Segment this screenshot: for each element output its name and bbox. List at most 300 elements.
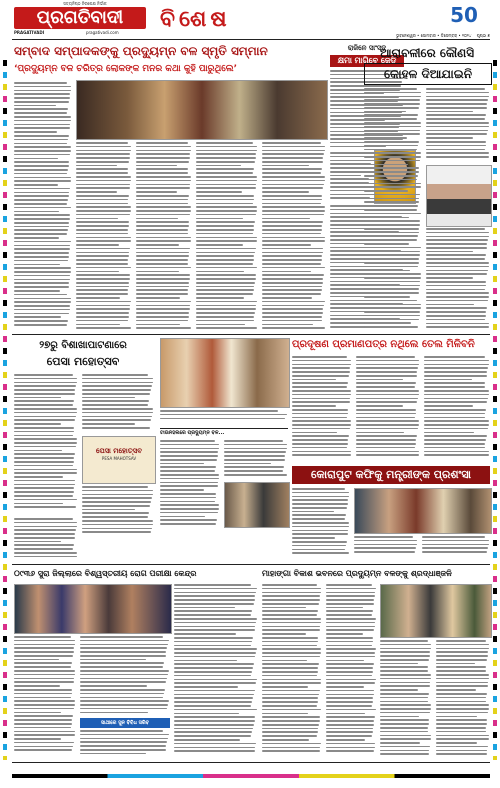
text-line (136, 199, 188, 201)
text-line (76, 172, 128, 174)
text-line (292, 514, 346, 516)
text-line (14, 97, 70, 99)
text-line (326, 607, 363, 609)
text-line (424, 390, 489, 392)
text-line (364, 285, 420, 287)
text-line (82, 400, 149, 402)
text-line (76, 267, 131, 269)
text-line (436, 750, 487, 752)
text-line (196, 153, 256, 155)
text-line (326, 739, 365, 741)
text-line (364, 270, 410, 272)
text-line (196, 278, 256, 280)
main-story-col-5 (262, 142, 326, 332)
text-line (426, 111, 473, 113)
text-line (326, 592, 375, 594)
text-line (354, 551, 415, 553)
text-line (426, 254, 486, 256)
text-line (436, 648, 489, 650)
text-line (14, 472, 77, 474)
text-line (80, 681, 166, 683)
text-line (262, 172, 321, 174)
text-line (160, 485, 218, 487)
text-line (262, 686, 308, 688)
text-line (160, 489, 204, 491)
text-line (136, 218, 178, 220)
text-line (14, 689, 72, 691)
text-line (426, 300, 488, 302)
text-line (76, 191, 117, 193)
text-line (292, 386, 347, 388)
text-line (262, 731, 318, 733)
text-line (174, 728, 253, 730)
text-line (262, 584, 317, 586)
text-line (14, 131, 57, 133)
text-line (364, 149, 417, 151)
text-line (356, 439, 416, 441)
text-line (262, 312, 323, 314)
text-line (356, 364, 419, 366)
text-line (262, 739, 309, 741)
text-line (136, 157, 190, 159)
text-line (426, 133, 487, 135)
text-line (174, 641, 252, 643)
text-line (82, 497, 152, 499)
text-line (14, 90, 71, 92)
text-line (136, 180, 191, 182)
main-headline: ସମ୍ବାଦ ସମ୍ପାଦକଙ୍କୁ ପ୍ରଦ୍ୟୁମ୍ନ ବଳ ସ୍ମୃତି ସମ୍ମାନ (14, 44, 268, 58)
text-line (224, 466, 284, 468)
text-line (136, 168, 188, 170)
text-line (364, 145, 418, 147)
text-line (174, 599, 255, 601)
text-line (380, 708, 431, 710)
side-kicker: ରାଜିନେ ସାଂସଦ (347, 44, 387, 52)
text-line (196, 157, 256, 159)
text-line (76, 255, 129, 257)
text-line (160, 482, 218, 484)
text-line (326, 731, 373, 733)
text-line (14, 552, 77, 554)
text-line (14, 260, 68, 262)
text-line (292, 447, 347, 449)
text-line (14, 139, 68, 141)
text-line (364, 205, 418, 207)
text-line (364, 141, 419, 143)
text-line (14, 211, 59, 213)
text-line (136, 225, 189, 227)
text-line (160, 478, 219, 480)
text-line (14, 86, 71, 88)
text-line (14, 105, 56, 107)
text-line (262, 603, 319, 605)
text-line (80, 651, 166, 653)
text-line (136, 255, 189, 257)
text-line (262, 750, 320, 752)
text-line (364, 160, 420, 162)
text-line (196, 252, 255, 254)
text-line (326, 652, 375, 654)
text-line (326, 637, 373, 639)
text-line (174, 656, 255, 658)
text-line (224, 444, 287, 446)
text-line (14, 700, 75, 702)
text-line (136, 229, 188, 231)
text-line (80, 685, 147, 687)
text-line (174, 584, 251, 586)
text-line (424, 439, 486, 441)
text-line (14, 465, 73, 467)
text-line (136, 305, 190, 307)
text-line (292, 356, 347, 358)
text-line (364, 156, 421, 158)
text-line (292, 545, 346, 547)
text-line (14, 537, 75, 539)
text-line (426, 130, 488, 132)
text-line (174, 724, 254, 726)
text-line (76, 316, 129, 318)
text-line (364, 300, 417, 302)
text-line (292, 552, 349, 554)
text-line (80, 678, 167, 680)
text-line (80, 697, 163, 699)
text-line (354, 544, 417, 546)
text-line (14, 180, 71, 182)
text-line (80, 741, 167, 743)
logo-sub: PRAGATIVADI (14, 30, 45, 35)
text-line (380, 693, 429, 695)
small-box (160, 428, 288, 437)
text-line (262, 165, 309, 167)
text-line (82, 382, 153, 384)
text-line (292, 526, 349, 528)
text-line (14, 651, 74, 653)
text-line (82, 520, 153, 522)
text-line (160, 493, 216, 495)
text-line (14, 389, 75, 391)
text-line (14, 301, 71, 303)
text-line (14, 499, 77, 501)
text-line (14, 320, 68, 322)
blue-label (80, 718, 170, 728)
text-line (262, 622, 321, 624)
text-line (174, 603, 254, 605)
text-line (426, 141, 486, 143)
tagline: ସତ୍ୟନିଷ୍ଠ ନିରପେକ୍ଷ ନିର୍ଭୀକ (63, 1, 107, 6)
text-line (160, 497, 216, 499)
text-line (354, 540, 417, 542)
text-line (356, 356, 415, 358)
text-line (80, 655, 166, 657)
text-line (380, 731, 428, 733)
text-line (174, 743, 256, 745)
text-line (174, 637, 253, 639)
text-line (364, 118, 417, 120)
text-line (14, 298, 71, 300)
side-headline: କ୍ଷମା ମାଗିବେ ଜେଡି (337, 56, 397, 65)
text-line (76, 206, 131, 208)
text-line (14, 746, 73, 748)
text-line (262, 195, 322, 197)
text-line (14, 233, 67, 235)
text-line (14, 670, 75, 672)
text-line (14, 169, 68, 171)
text-line (426, 281, 486, 283)
text-line (80, 730, 163, 732)
text-line (436, 719, 487, 721)
text-line (262, 633, 306, 635)
text-line (262, 252, 323, 254)
text-line (136, 221, 189, 223)
text-line (14, 526, 77, 528)
text-line (364, 266, 418, 268)
text-line (82, 524, 153, 526)
text-line (436, 655, 488, 657)
text-line (76, 305, 130, 307)
text-line (424, 451, 489, 453)
text-line (14, 237, 59, 239)
text-line (364, 190, 408, 192)
text-line (292, 492, 349, 494)
text-line (380, 640, 428, 642)
text-line (380, 712, 430, 714)
text-line (292, 518, 345, 520)
text-line (364, 130, 420, 132)
text-line (136, 312, 189, 314)
text-line (292, 420, 351, 422)
text-line (174, 607, 235, 609)
text-line (262, 713, 308, 715)
text-line (196, 176, 257, 178)
text-line (262, 221, 323, 223)
text-line (14, 644, 75, 646)
text-line (356, 375, 417, 377)
text-line (292, 503, 348, 505)
text-line (262, 682, 321, 684)
text-line (80, 674, 168, 676)
text-line (82, 423, 135, 425)
text-line (76, 248, 130, 250)
text-line (14, 480, 75, 482)
text-line (326, 720, 374, 722)
text-line (14, 708, 74, 710)
text-line (196, 191, 242, 193)
text-line (262, 301, 325, 303)
logo-text: ପ୍ରଗତିବାଦୀ (36, 7, 124, 28)
text-line (14, 305, 70, 307)
text-line (82, 509, 135, 511)
text-line (436, 701, 486, 703)
text-line (364, 96, 421, 98)
text-line (326, 622, 375, 624)
text-line (356, 420, 419, 422)
text-line (174, 671, 252, 673)
text-line (426, 118, 485, 120)
text-line (380, 674, 431, 676)
text-line (364, 198, 419, 200)
text-line (196, 305, 256, 307)
right-story-photo (426, 165, 492, 227)
text-line (82, 404, 148, 406)
text-line (80, 647, 167, 649)
text-line (196, 142, 253, 144)
text-line (224, 448, 287, 450)
text-line (292, 530, 348, 532)
text-line (364, 213, 421, 215)
text-line (262, 607, 306, 609)
text-line (326, 663, 374, 665)
text-line (436, 689, 476, 691)
text-line (76, 259, 128, 261)
text-line (292, 398, 350, 400)
text-line (326, 648, 376, 650)
text-line (364, 114, 418, 116)
text-line (14, 275, 70, 277)
text-line (76, 233, 128, 235)
text-line (424, 398, 488, 400)
text-line (14, 207, 71, 209)
text-line (326, 618, 376, 620)
text-line (160, 414, 287, 416)
text-line (160, 508, 219, 510)
text-line (14, 374, 73, 376)
text-line (364, 107, 419, 109)
text-line (380, 727, 428, 729)
text-line (262, 743, 321, 745)
text-line (224, 474, 287, 476)
text-line (76, 320, 128, 322)
text-line (14, 495, 73, 497)
text-line (174, 694, 254, 696)
text-line (196, 293, 253, 295)
text-line (380, 651, 430, 653)
text-line (80, 689, 165, 691)
text-line (80, 700, 169, 702)
text-line (174, 679, 257, 681)
text-line (364, 322, 411, 324)
text-line (76, 150, 131, 152)
text-line (292, 451, 351, 453)
text-line (82, 528, 152, 530)
text-line (364, 152, 421, 154)
text-line (424, 454, 489, 456)
text-line (160, 463, 204, 465)
text-line (14, 279, 70, 281)
text-line (196, 150, 257, 152)
text-line (136, 165, 177, 167)
text-line (436, 693, 487, 695)
text-line (262, 663, 319, 665)
text-line (174, 690, 255, 692)
text-line (136, 153, 190, 155)
text-line (76, 282, 129, 284)
text-line (364, 304, 421, 306)
text-line (14, 446, 76, 448)
text-line (136, 263, 188, 265)
text-line (262, 327, 325, 329)
text-line (224, 455, 285, 457)
text-line (356, 367, 418, 369)
text-line (14, 655, 73, 657)
blue-label-text: ସାଥୀରେ ସୁନ ବିବିଧ ସରିବ (100, 720, 150, 726)
text-line (196, 221, 255, 223)
footer-rule (12, 762, 490, 763)
text-line (356, 360, 419, 362)
text-line (356, 382, 416, 384)
text-line (426, 107, 487, 109)
pesa-story-col-3 (82, 486, 154, 536)
text-line (292, 533, 348, 535)
rule-1 (12, 334, 490, 335)
text-line (136, 271, 179, 273)
text-line (436, 666, 486, 668)
center-caption (160, 410, 288, 424)
text-line (262, 142, 321, 144)
text-line (292, 522, 349, 524)
text-line (292, 507, 347, 509)
text-line (426, 232, 489, 234)
text-line (426, 285, 486, 287)
text-line (326, 584, 372, 586)
text-line (76, 263, 128, 265)
text-line (326, 626, 375, 628)
text-line (426, 99, 488, 101)
text-line (82, 490, 153, 492)
text-line (262, 187, 323, 189)
text-line (262, 701, 318, 703)
text-line (82, 393, 150, 395)
main-story-col-1 (14, 82, 72, 332)
text-line (76, 293, 128, 295)
text-line (326, 629, 374, 631)
text-line (292, 428, 350, 430)
text-line (76, 278, 130, 280)
text-line (380, 670, 428, 672)
text-line (196, 282, 255, 284)
text-line (380, 753, 429, 755)
text-line (262, 263, 321, 265)
text-line (356, 386, 415, 388)
text-line (262, 599, 320, 601)
text-line (76, 187, 130, 189)
text-line (364, 315, 420, 317)
text-line (14, 541, 61, 543)
text-line (76, 286, 129, 288)
text-line (224, 463, 271, 465)
text-line (380, 750, 429, 752)
text-line (160, 523, 216, 525)
bottom-left-col-1 (14, 636, 76, 756)
pesa-poster (82, 436, 156, 484)
text-line (326, 701, 373, 703)
text-line (364, 183, 421, 185)
text-line (196, 259, 254, 261)
text-line (292, 541, 347, 543)
text-line (14, 264, 60, 266)
text-line (380, 655, 430, 657)
text-line (14, 412, 77, 414)
text-line (82, 505, 150, 507)
text-line (436, 663, 475, 665)
text-line (14, 457, 74, 459)
text-line (76, 203, 128, 205)
text-line (326, 588, 376, 590)
koraput-col-3 (422, 536, 490, 558)
text-line (136, 172, 188, 174)
text-line (136, 210, 191, 212)
text-line (436, 670, 486, 672)
text-line (14, 248, 70, 250)
